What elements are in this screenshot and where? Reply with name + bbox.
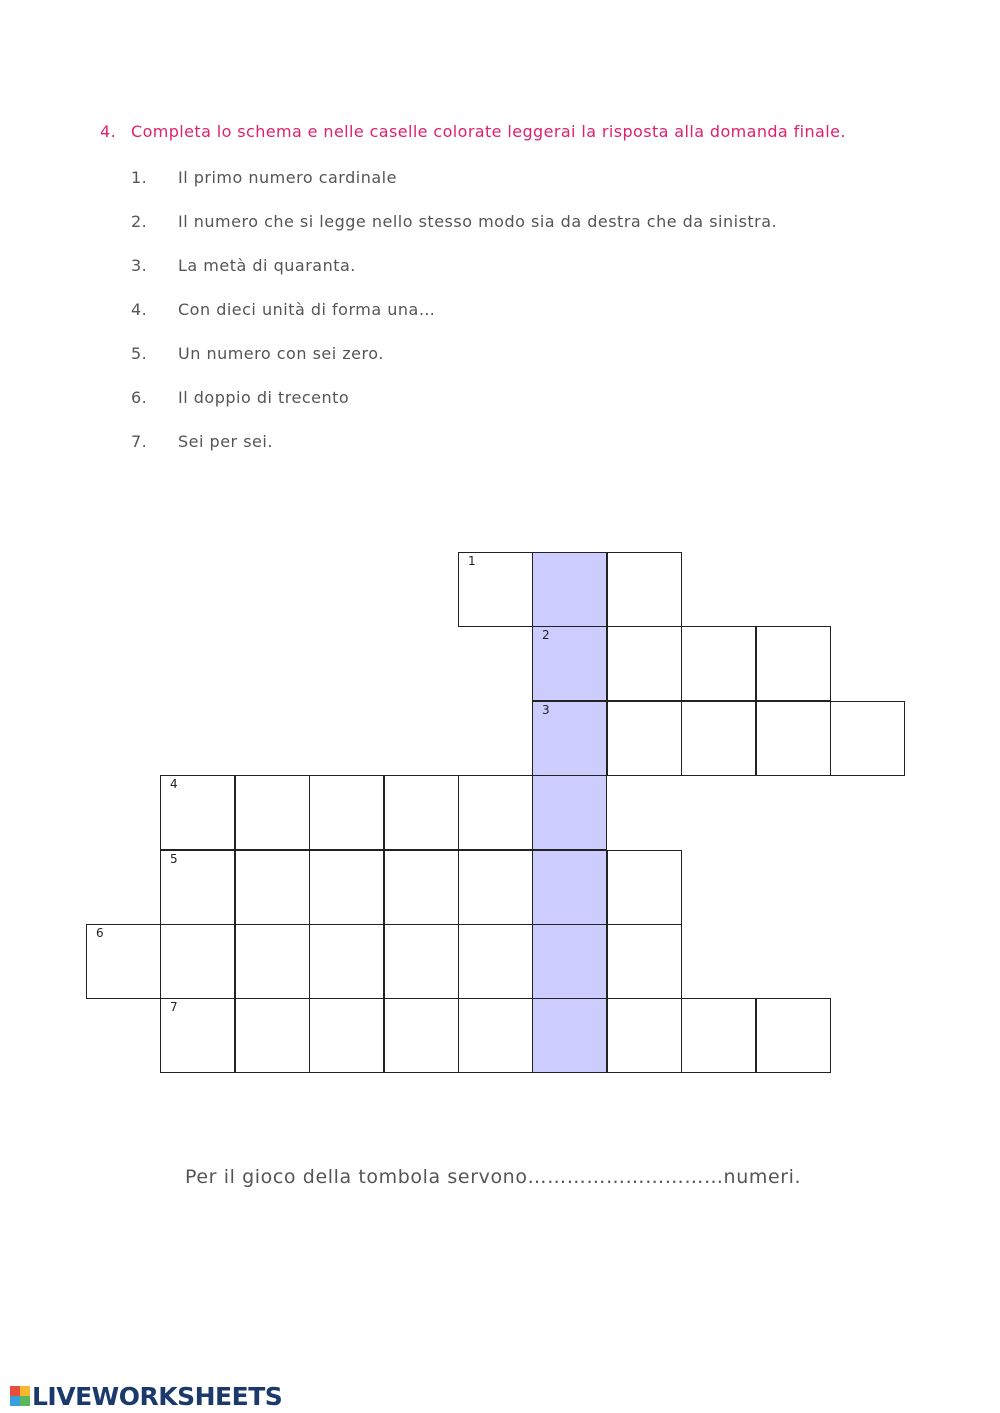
clue-number: 2. (131, 212, 148, 231)
crossword-clue-number: 2 (542, 628, 550, 642)
crossword-cell[interactable] (532, 552, 607, 627)
crossword-cell[interactable] (607, 552, 682, 627)
crossword-cell[interactable] (458, 998, 533, 1073)
clue-number: 6. (131, 388, 148, 407)
clue-number: 3. (131, 256, 148, 275)
logo-square-yellow (20, 1386, 30, 1396)
clue-text: Un numero con sei zero. (178, 344, 384, 363)
clue-text: Con dieci unità di forma una… (178, 300, 436, 319)
crossword-cell[interactable] (384, 775, 459, 850)
crossword-clue-number: 6 (96, 926, 104, 940)
crossword-cell[interactable] (458, 924, 533, 999)
crossword-clue-number: 5 (170, 852, 178, 866)
crossword-cell[interactable] (160, 850, 235, 925)
crossword-cell[interactable] (235, 998, 310, 1073)
crossword-cell[interactable] (532, 850, 607, 925)
crossword-cell[interactable] (384, 924, 459, 999)
clue-text: Il doppio di trecento (178, 388, 350, 407)
crossword-cell[interactable] (607, 998, 682, 1073)
brand-name: LIVEWORKSHEETS (32, 1381, 283, 1411)
crossword-cell[interactable] (235, 924, 310, 999)
crossword-cell[interactable] (681, 626, 756, 701)
exercise-instruction-text: Completa lo schema e nelle caselle colorate leggerai la risposta alla domanda finale. (131, 122, 846, 141)
final-question: Per il gioco della tombola servono…………………………numeri. (185, 1166, 802, 1188)
clue-number: 5. (131, 344, 148, 363)
logo-square-blue (10, 1396, 20, 1406)
crossword-cell[interactable] (160, 775, 235, 850)
crossword-cell[interactable] (458, 552, 533, 627)
crossword-clue-number: 7 (170, 1000, 178, 1014)
clue-text: Il numero che si legge nello stesso modo sia da destra che da sinistra. (178, 212, 778, 231)
crossword-cell[interactable] (309, 850, 384, 925)
clue-text: Sei per sei. (178, 432, 273, 451)
crossword-cell[interactable] (384, 850, 459, 925)
clue-text: La metà di quaranta. (178, 256, 356, 275)
crossword-cell[interactable] (458, 775, 533, 850)
crossword-cell[interactable] (681, 701, 756, 776)
crossword-cell[interactable] (235, 850, 310, 925)
crossword-cell[interactable] (830, 701, 905, 776)
crossword-cell[interactable] (532, 626, 607, 701)
crossword-cell[interactable] (607, 850, 682, 925)
exercise-instruction (100, 122, 980, 141)
crossword-cell[interactable] (756, 998, 831, 1073)
crossword-cell[interactable] (160, 998, 235, 1073)
crossword-clue-number: 1 (468, 554, 476, 568)
crossword-cell[interactable] (756, 626, 831, 701)
crossword-cell[interactable] (309, 924, 384, 999)
crossword-cell[interactable] (309, 775, 384, 850)
crossword-cell[interactable] (607, 626, 682, 701)
crossword-cell[interactable] (458, 850, 533, 925)
clue-number: 7. (131, 432, 148, 451)
crossword-cell[interactable] (607, 924, 682, 999)
crossword-clue-number: 3 (542, 703, 550, 717)
crossword-cell[interactable] (86, 924, 161, 999)
exercise-number: 4. (100, 122, 117, 141)
crossword-cell[interactable] (756, 701, 831, 776)
crossword-cell[interactable] (532, 998, 607, 1073)
crossword-cell[interactable] (532, 701, 607, 776)
crossword-cell[interactable] (532, 775, 607, 850)
logo-square-red (10, 1386, 20, 1396)
crossword-cell[interactable] (309, 998, 384, 1073)
liveworksheets-logo (10, 1381, 282, 1411)
clue-number: 4. (131, 300, 148, 319)
clue-text: Il primo numero cardinale (178, 168, 397, 187)
crossword-cell[interactable] (532, 924, 607, 999)
crossword-cell[interactable] (235, 775, 310, 850)
crossword-clue-number: 4 (170, 777, 178, 791)
crossword-cell[interactable] (384, 998, 459, 1073)
crossword-cell[interactable] (160, 924, 235, 999)
logo-square-green (20, 1396, 30, 1406)
crossword-cell[interactable] (607, 701, 682, 776)
liveworksheets-logo-icon (10, 1386, 30, 1406)
clue-number: 1. (131, 168, 148, 187)
crossword-cell[interactable] (681, 998, 756, 1073)
